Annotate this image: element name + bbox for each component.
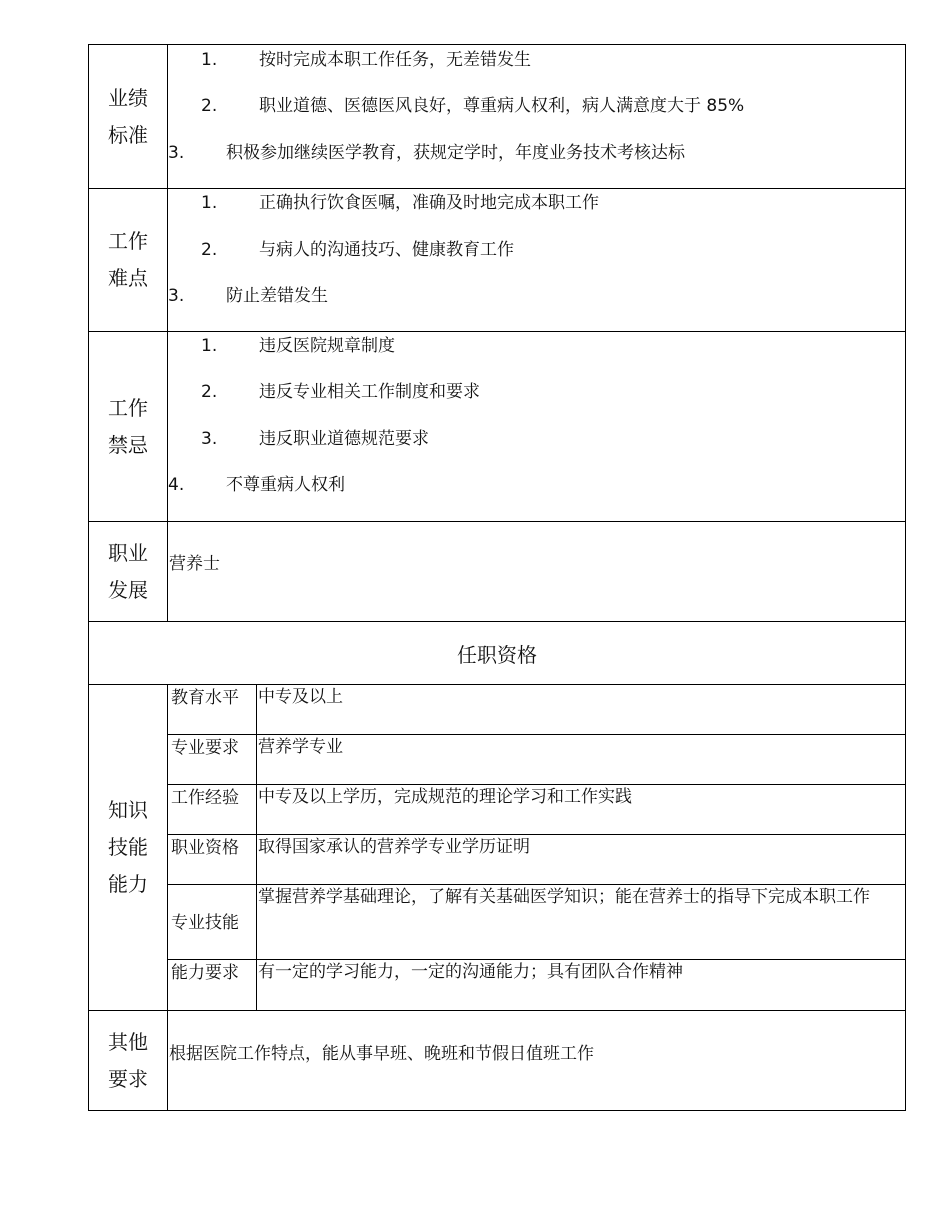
label-knowledge: 知识技能能力 (89, 685, 168, 1010)
sub-label: 专业要求 (168, 735, 257, 784)
label-other: 其他要求 (89, 1011, 168, 1110)
sub-value: 掌握营养学基础理论，了解有关基础医学知识；能在营养士的指导下完成本职工作 (258, 887, 870, 907)
label-prohibitions: 工作禁忌 (89, 332, 168, 521)
sub-label: 职业资格 (168, 835, 257, 884)
sub-label: 能力要求 (168, 960, 257, 1010)
sub-value: 营养学专业 (258, 737, 343, 757)
career-value: 营养士 (169, 554, 220, 574)
content-performance: 1. 按时完成本职工作任务，无差错发生 2. 职业道德、医德医风良好，尊重病人权利，病人满意度大于 85% 3. 积极参加继续医学教育，获规定学时，年度业务技术考核达标 (168, 50, 745, 163)
table-row (168, 960, 905, 1010)
table-row (168, 835, 905, 885)
qualifications-title: 任职资格 (89, 622, 905, 685)
table-row (168, 685, 905, 735)
label-career: 职业发展 (89, 522, 168, 621)
row-other (89, 1011, 905, 1110)
table-row (168, 885, 905, 960)
sub-value: 有一定的学习能力，一定的沟通能力；具有团队合作精神 (258, 962, 683, 982)
content-prohibitions: 1. 违反医院规章制度 2. 违反专业相关工作制度和要求 3. 违反职业道德规范要求 4. 不尊重病人权利 (168, 336, 480, 495)
content-other (168, 1011, 905, 1110)
row-performance (89, 45, 905, 189)
content-career (168, 522, 905, 621)
label-difficulties: 工作难点 (89, 189, 168, 331)
sub-label: 专业技能 (168, 885, 257, 959)
other-value: 根据医院工作特点，能从事早班、晚班和节假日值班工作 (169, 1044, 594, 1064)
sub-value: 中专及以上 (258, 687, 343, 707)
row-difficulties (89, 189, 905, 332)
table-row (168, 735, 905, 785)
content-difficulties: 1. 正确执行饮食医嘱，准确及时地完成本职工作 2. 与病人的沟通技巧、健康教育工作 3. 防止差错发生 (168, 193, 599, 306)
sub-label: 教育水平 (168, 685, 257, 734)
label-performance: 业绩标准 (89, 45, 168, 188)
job-description-table (88, 44, 906, 1111)
knowledge-subtable (168, 685, 905, 1010)
table-row (168, 785, 905, 835)
row-knowledge (89, 685, 905, 1011)
row-career (89, 522, 905, 622)
row-prohibitions (89, 332, 905, 522)
sub-value: 取得国家承认的营养学专业学历证明 (258, 837, 530, 857)
sub-label: 工作经验 (168, 785, 257, 834)
sub-value: 中专及以上学历，完成规范的理论学习和工作实践 (258, 787, 632, 807)
